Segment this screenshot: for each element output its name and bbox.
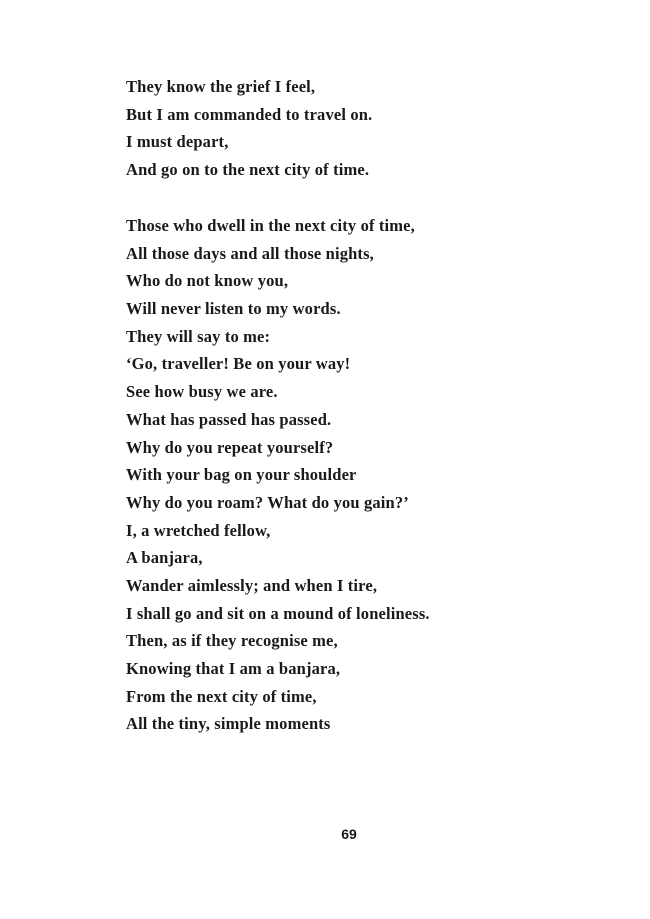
poem-line: See how busy we are. (126, 382, 278, 402)
poem-line: Then, as if they recognise me, (126, 631, 338, 651)
poem-line: Will never listen to my words. (126, 299, 341, 319)
poem-line: Wander aimlessly; and when I tire, (126, 575, 378, 595)
poem-line: Why do you roam? What do you gain?’ (126, 492, 409, 512)
poem-line: All those days and all those nights, (126, 243, 374, 263)
stanza-2 (126, 212, 546, 738)
poem-line: I shall go and sit on a mound of loneliness. (126, 603, 430, 623)
poem-line: Why do you repeat yourself? (126, 437, 334, 457)
poem-line: Those who dwell in the next city of time, (126, 216, 415, 235)
poem-line: And go on to the next city of time. (126, 160, 370, 180)
stanza-1 (126, 73, 546, 184)
poem-line: With your bag on your shoulder (126, 465, 357, 485)
poem-line: From the next city of time, (126, 686, 317, 706)
poem-line: But I am commanded to travel on. (126, 104, 373, 124)
poem-line: ‘Go, traveller! Be on your way! (126, 354, 351, 374)
poem-line: What has passed has passed. (126, 409, 332, 429)
poem-line: They know the grief I feel, (126, 77, 316, 96)
poem-line: All the tiny, simple moments (126, 714, 331, 734)
poem-line: A banjara, (126, 548, 203, 568)
poem-line: I, a wretched fellow, (126, 520, 271, 540)
page-number: 69 (341, 826, 357, 842)
poem-line: I must depart, (126, 132, 229, 152)
poem-line: Who do not know you, (126, 271, 289, 291)
poem-line: Knowing that I am a banjara, (126, 659, 341, 678)
poem-line: They will say to me: (126, 326, 271, 346)
